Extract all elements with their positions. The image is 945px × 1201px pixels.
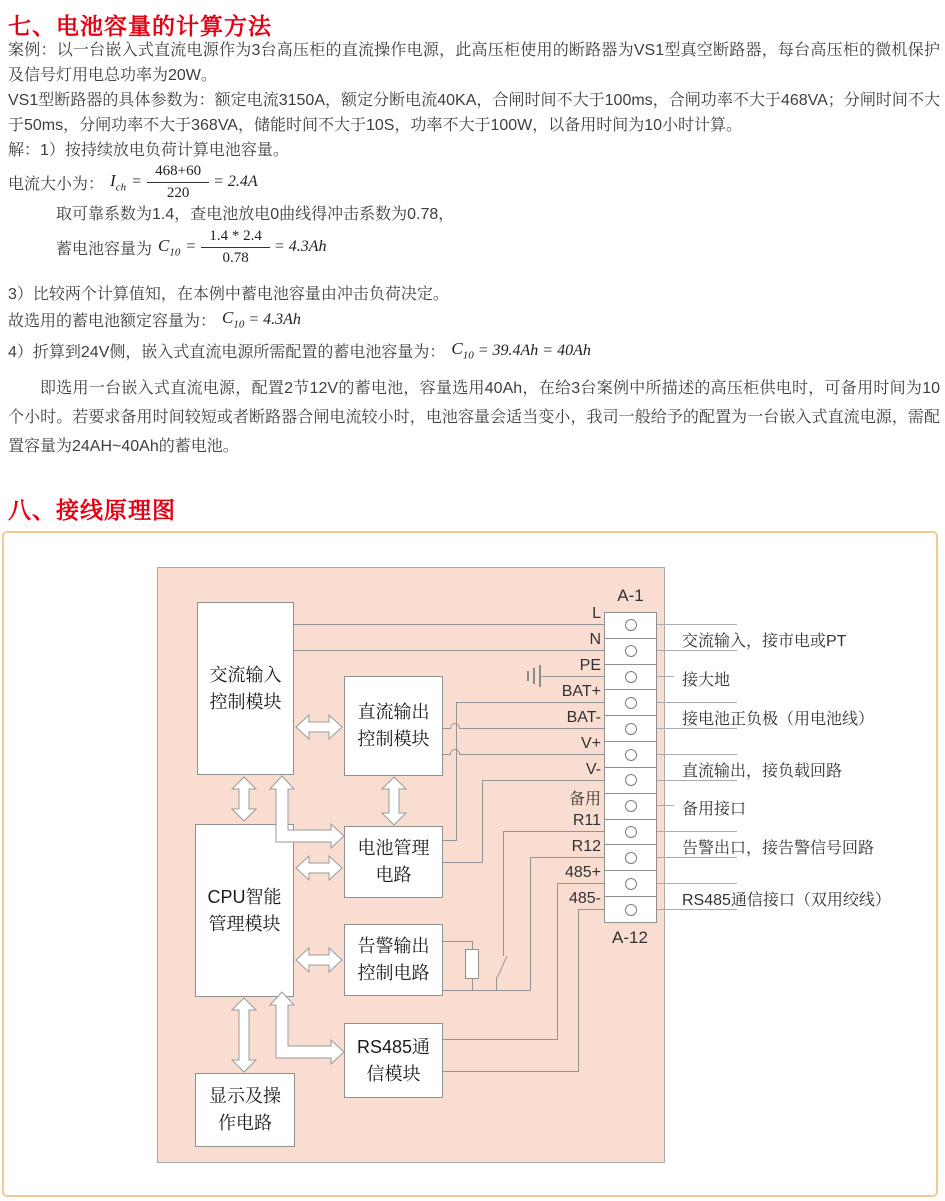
terminal-label-PE: PE (579, 657, 601, 674)
terminal-screw-icon (625, 697, 637, 709)
formula-lead: 电流大小为： (8, 175, 105, 193)
arrow-ac-dc (296, 712, 342, 742)
wire-485-minus-riser (578, 909, 579, 1072)
module-cpu: CPU智能 管理模块 (195, 824, 294, 997)
annotation-ground: 接大地 (682, 672, 731, 689)
terminal-label-485+: 485+ (564, 864, 601, 881)
resistor (465, 949, 479, 979)
section8-heading: 八、接线原理图 (8, 497, 176, 523)
terminal-cell (605, 793, 656, 819)
formula-lead: 蓄电池容量为 (56, 240, 153, 258)
compare-line: 3）比较两个计算值知，在本例中蓄电池容量由冲击负荷决定。 (8, 286, 449, 303)
terminal-screw-icon (625, 749, 637, 761)
wire-485-minus-stub (443, 1071, 578, 1072)
module-dc-output: 直流输出 控制模块 (344, 676, 443, 776)
terminal-cell (605, 819, 656, 845)
terminal-cell (605, 767, 656, 793)
leader-line (657, 754, 737, 755)
module-alarm-output: 告警输出 控制电路 (344, 924, 443, 996)
terminal-label-L: L (592, 605, 601, 622)
terminal-label-485-: 485- (568, 890, 601, 907)
terminal-screw-icon (625, 826, 637, 838)
terminal-screw-icon (625, 878, 637, 890)
fraction: $\frac{468+60}{220}$ (147, 162, 209, 202)
module-ac-input: 交流输入 控制模块 (197, 602, 294, 775)
terminal-label-V+: V+ (580, 735, 601, 752)
terminal-cell (605, 638, 656, 664)
conclusion-paragraph: 即选用一台嵌入式直流电源，配置2节12V的蓄电池，容量选用40Ah，在给3台案例中所描述的高压柜供电时，可备用时间为10个小时。若要求备用时间较短或者断路器合闸电流较小时，电池容量会适当变小，我司一般给予的配置为一台嵌入式直流电源，需配置容量为24AH~40Ah的蓄电池。 (8, 380, 940, 455)
wire-485-minus (578, 909, 604, 910)
annotation-spare: 备用接口 (682, 801, 747, 818)
annotation-battery: 接电池正负极（用电池线） (682, 711, 875, 728)
wire-485-plus-stub (443, 1039, 557, 1040)
terminal-cell (605, 741, 656, 767)
module-rs485: RS485通 信模块 (344, 1023, 443, 1098)
terminal-screw-icon (625, 852, 637, 864)
terminal-label-BAT-: BAT- (566, 709, 601, 726)
terminal-screw-icon (625, 671, 637, 683)
terminal-label-R12: R12 (571, 838, 601, 855)
wire-bat-plus-stub (443, 840, 456, 841)
arrow-ac-cpu (229, 777, 259, 821)
terminal-cell (605, 844, 656, 870)
leader-line (657, 805, 674, 806)
terminal-label-spare: 备用 (568, 791, 601, 808)
annotation-rs485: RS485通信接口（双用绞线） (682, 892, 891, 909)
terminal-block-top-label: A-1 (617, 586, 644, 605)
wire-N (294, 650, 604, 651)
terminal-block-bottom-label: A-12 (612, 928, 648, 947)
section7-heading: 七、电池容量的计算方法 (8, 13, 272, 39)
wire-alarm-bottom (443, 990, 472, 991)
equals-sign: = (132, 173, 142, 190)
annotation-ac-input: 交流输入，接市电或PT (682, 633, 847, 650)
terminal-screw-icon (625, 723, 637, 735)
terminal-cell (605, 613, 656, 638)
terminal-screw-icon (625, 774, 637, 786)
coefficient-line: 取可靠系数为1.4，查电池放电0曲线得冲击系数为0.78， (56, 206, 455, 223)
terminal-label-N: N (589, 631, 601, 648)
wire-bat-plus (456, 702, 604, 703)
formula-symbol: $C_{10}$ (158, 235, 181, 259)
wire-PE (540, 676, 604, 677)
vs1-paragraph: VS1型断路器的具体参数为：额定电流3150A，额定分断电流40KA，合闸时间不大于100ms，合闸功率不大于468VA；分闸时间不大于50ms，分闸功率不大于368VA，储能时间不大于10S，功率不大于100W，以备用时间为10小时计算。 (8, 92, 940, 134)
leader-line (657, 676, 674, 677)
terminal-block (604, 612, 657, 923)
wire-contact-stub (496, 977, 497, 990)
terminal-cell (605, 870, 656, 896)
wire-alarm-common (472, 990, 530, 991)
leader-line (657, 624, 737, 625)
wire-v-plus (460, 754, 604, 755)
terminal-cell (605, 689, 656, 715)
wire-hop (450, 749, 460, 755)
formula-symbol: $C_{10}$ (451, 339, 474, 362)
convert-24v-line: 4）折算到24V侧，嵌入式直流电源所需配置的蓄电池容量为： $C_{10}$ = 39.4Ah = 40Ah (8, 339, 591, 362)
capacity-formula (56, 225, 326, 269)
terminal-cell (605, 896, 656, 922)
wire-alarm-top (443, 941, 472, 942)
wire-r12 (530, 857, 604, 858)
formula-result: = 2.4A (213, 173, 258, 190)
formula-symbol: $I_{ch}$ (110, 170, 127, 194)
fraction: $\frac{1.4 * 2.4}{0.78}$ (201, 227, 270, 267)
arrow-dc-battery (379, 777, 409, 825)
terminal-label-R11: R11 (572, 812, 601, 829)
terminal-screw-icon (625, 800, 637, 812)
terminal-cell (605, 664, 656, 690)
wire-bat-minus (460, 728, 604, 729)
wire-v-minus-stub (443, 862, 482, 863)
leader-line (657, 702, 737, 703)
annotation-dc-output: 直流输出，接负载回路 (682, 763, 843, 780)
formula-result: = 4.3Ah (273, 238, 327, 255)
wire-L (294, 624, 604, 625)
arrow-elbow-rs485 (262, 986, 344, 1076)
wire-v-minus-riser (482, 780, 483, 863)
module-display: 显示及操 作电路 (195, 1073, 295, 1147)
equals-sign: = (186, 238, 196, 255)
annotation-alarm: 告警出口，接告警信号回路 (682, 840, 875, 857)
case-paragraph: 案例：以一台嵌入式直流电源作为3台高压柜的直流操作电源，此高压柜使用的断路器为VS1型真空断路器，每台高压柜的微机保护及信号灯用电总功率为20W。 (8, 42, 940, 84)
terminal-screw-icon (625, 904, 637, 916)
leader-line (657, 883, 737, 884)
leader-line (657, 831, 737, 832)
wire-hop (450, 723, 460, 729)
module-battery-mgmt: 电池管理 电路 (344, 826, 443, 898)
wire-v-minus (482, 780, 604, 781)
terminal-screw-icon (625, 619, 637, 631)
current-formula (8, 160, 258, 204)
terminal-screw-icon (625, 645, 637, 657)
terminal-cell (605, 715, 656, 741)
solution-line: 解：1）按持续放电负荷计算电池容量。 (8, 142, 289, 159)
wire-r11 (503, 831, 604, 832)
wire-485-plus (557, 883, 604, 884)
arrow-cpu-alarm (296, 945, 342, 975)
rated-capacity-line: 故选用的蓄电池额定容量为： $C_{10}$ = 4.3Ah (8, 308, 301, 331)
terminal-label-BAT+: BAT+ (561, 683, 601, 700)
arrow-elbow-battery (262, 770, 344, 860)
arrow-cpu-display (229, 998, 259, 1072)
formula-symbol: $C_{10}$ (222, 308, 245, 331)
terminal-label-V-: V- (585, 761, 601, 778)
